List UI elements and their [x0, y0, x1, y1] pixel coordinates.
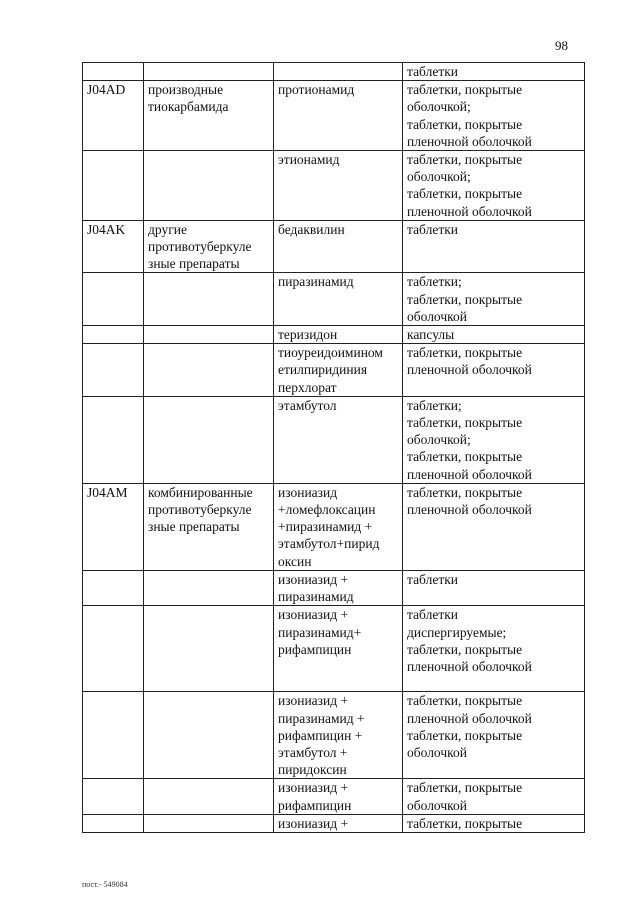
dosage-form-cell: таблетки; таблетки, покрытые оболочкой — [403, 273, 585, 326]
drug-name-cell: теризидон — [274, 326, 403, 344]
drug-name-cell — [274, 63, 403, 81]
atc-code-cell — [83, 779, 144, 814]
dosage-form-cell: таблетки, покрытые пленочной оболочкой таблетки, покрытые оболочкой — [403, 692, 585, 779]
atc-code-cell: J04AM — [83, 483, 144, 570]
drug-group-cell — [144, 151, 274, 221]
drug-name-cell: пиразинамид — [274, 273, 403, 326]
drug-table — [82, 62, 585, 833]
drug-group-cell: другие противотуберкуле зные препараты — [144, 220, 274, 273]
drug-group-cell — [144, 606, 274, 692]
dosage-form-cell: таблетки — [403, 63, 585, 81]
drug-group-cell — [144, 396, 274, 483]
table-row — [83, 814, 585, 832]
drug-name-cell: изониазид + рифампицин — [274, 779, 403, 814]
drug-name-cell: изониазид +ломефлоксацин +пиразинамид + этамбутол+пирид оксин — [274, 483, 403, 570]
drug-name-cell: изониазид + пиразинамид+ рифампицин — [274, 606, 403, 692]
table-row — [83, 779, 585, 814]
atc-code-cell — [83, 570, 144, 605]
drug-group-cell: производные тиокарбамида — [144, 81, 274, 151]
atc-code-cell — [83, 273, 144, 326]
dosage-form-cell: таблетки, покрытые оболочкой; таблетки, покрытые пленочной оболочкой — [403, 81, 585, 151]
drug-group-cell: комбинированные противотуберкуле зные препараты — [144, 483, 274, 570]
drug-table-body — [83, 63, 585, 833]
drug-group-cell — [144, 779, 274, 814]
atc-code-cell: J04AK — [83, 220, 144, 273]
atc-code-cell: J04AD — [83, 81, 144, 151]
drug-table-container — [82, 62, 584, 833]
table-row — [83, 63, 585, 81]
dosage-form-cell: таблетки, покрытые — [403, 814, 585, 832]
atc-code-cell — [83, 814, 144, 832]
drug-name-cell: протионамид — [274, 81, 403, 151]
drug-group-cell — [144, 570, 274, 605]
table-row — [83, 273, 585, 326]
table-row — [83, 81, 585, 151]
table-row — [83, 151, 585, 221]
drug-name-cell: изониазид + пиразинамид — [274, 570, 403, 605]
table-row — [83, 220, 585, 273]
table-row — [83, 483, 585, 570]
dosage-form-cell: таблетки, покрытые пленочной оболочкой — [403, 483, 585, 570]
table-row — [83, 326, 585, 344]
page-number: 98 — [555, 38, 568, 53]
atc-code-cell — [83, 63, 144, 81]
atc-code-cell — [83, 396, 144, 483]
dosage-form-cell: таблетки — [403, 570, 585, 605]
drug-group-cell — [144, 63, 274, 81]
atc-code-cell — [83, 692, 144, 779]
drug-group-cell — [144, 692, 274, 779]
dosage-form-cell: капсулы — [403, 326, 585, 344]
atc-code-cell — [83, 326, 144, 344]
table-row — [83, 344, 585, 397]
table-row — [83, 396, 585, 483]
table-row — [83, 606, 585, 692]
drug-group-cell — [144, 344, 274, 397]
atc-code-cell — [83, 606, 144, 692]
footer-note: пост.- 549084 — [82, 880, 128, 889]
drug-group-cell — [144, 814, 274, 832]
dosage-form-cell: таблетки, покрытые пленочной оболочкой — [403, 344, 585, 397]
dosage-form-cell: таблетки; таблетки, покрытые оболочкой; таблетки, покрытые пленочной оболочкой — [403, 396, 585, 483]
drug-name-cell: тиоуреидоимином етилпиридиния перхлорат — [274, 344, 403, 397]
drug-group-cell — [144, 326, 274, 344]
dosage-form-cell: таблетки, покрытые оболочкой; таблетки, покрытые пленочной оболочкой — [403, 151, 585, 221]
drug-name-cell: этамбутол — [274, 396, 403, 483]
drug-name-cell: изониазид + пиразинамид + рифампицин + этамбутол + пиридоксин — [274, 692, 403, 779]
atc-code-cell — [83, 344, 144, 397]
drug-name-cell: изониазид + — [274, 814, 403, 832]
dosage-form-cell: таблетки — [403, 220, 585, 273]
drug-name-cell: этионамид — [274, 151, 403, 221]
drug-group-cell — [144, 273, 274, 326]
atc-code-cell — [83, 151, 144, 221]
dosage-form-cell: таблетки диспергируемые; таблетки, покрытые пленочной оболочкой — [403, 606, 585, 692]
table-row — [83, 692, 585, 779]
dosage-form-cell: таблетки, покрытые оболочкой — [403, 779, 585, 814]
table-row — [83, 570, 585, 605]
drug-name-cell: бедаквилин — [274, 220, 403, 273]
